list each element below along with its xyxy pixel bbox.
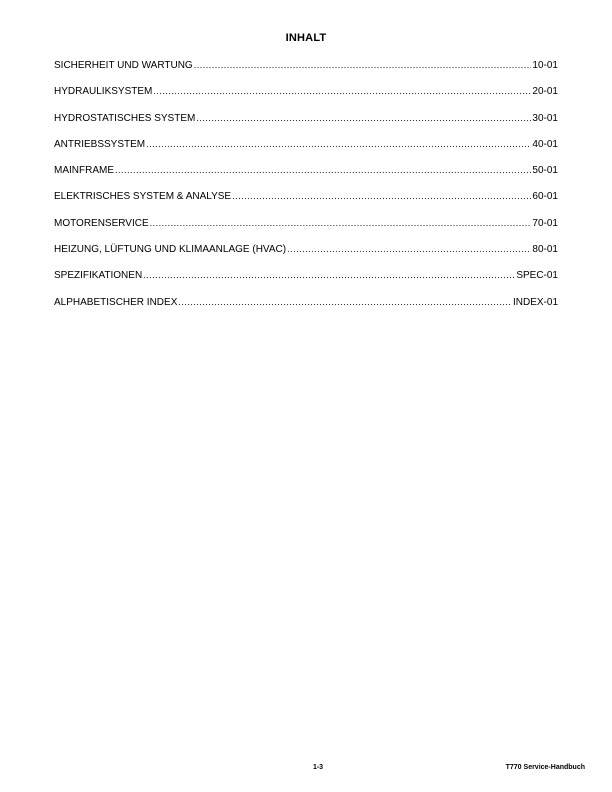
toc-entry-title: ALPHABETISCHER INDEX xyxy=(54,296,178,308)
toc-entry-index[interactable] xyxy=(54,294,558,320)
toc-entry-hydrostatic[interactable] xyxy=(54,110,558,136)
toc-entry-title: SPEZIFIKATIONEN xyxy=(54,270,143,282)
page-title: INHALT xyxy=(285,32,327,44)
toc-entry-safety[interactable] xyxy=(54,57,558,83)
toc-entry-title: HEIZUNG, LÜFTUNG UND KLIMAANLAGE (HVAC) xyxy=(54,244,287,256)
toc-entry-electrical[interactable] xyxy=(54,188,558,214)
toc-page-number: 80-01 xyxy=(532,244,558,256)
toc-entry-title: HYDRAULIKSYSTEM xyxy=(54,86,153,98)
toc-dot-leader xyxy=(150,215,532,231)
toc-entry-title: SICHERHEIT UND WARTUNG xyxy=(54,60,193,71)
toc-dot-leader xyxy=(146,136,531,152)
toc-entry-drive[interactable] xyxy=(54,136,558,162)
toc-entry-hvac[interactable] xyxy=(54,241,558,267)
toc-page-number: INDEX-01 xyxy=(512,296,558,308)
toc-page-number: 50-01 xyxy=(532,165,558,177)
toc-entry-title: ANTRIEBSSYSTEM xyxy=(54,138,146,150)
table-of-contents xyxy=(54,57,558,320)
toc-page-number: 20-01 xyxy=(532,86,558,98)
toc-entry-title: MOTORENSERVICE xyxy=(54,217,149,229)
toc-entry-engine[interactable] xyxy=(54,215,558,241)
toc-page-number: 30-01 xyxy=(532,112,558,124)
toc-page-number: 70-01 xyxy=(532,217,558,229)
toc-dot-leader xyxy=(115,162,531,178)
toc-entry-title: MAINFRAME xyxy=(54,165,114,177)
toc-dot-leader xyxy=(194,57,532,73)
toc-page-number: 10-01 xyxy=(532,60,558,71)
toc-dot-leader xyxy=(196,110,531,126)
footer-manual-name: T770 Service-Handbuch xyxy=(505,764,585,771)
footer-page-number: 1-3 xyxy=(312,764,324,771)
toc-entry-specifications[interactable] xyxy=(54,267,558,293)
toc-page-number: 60-01 xyxy=(532,191,558,203)
toc-page-number: SPEC-01 xyxy=(516,270,558,282)
toc-page-number: 40-01 xyxy=(532,138,558,150)
toc-dot-leader xyxy=(143,267,515,283)
toc-dot-leader xyxy=(153,83,531,99)
toc-dot-leader xyxy=(287,241,531,257)
toc-entry-title: ELEKTRISCHES SYSTEM & ANALYSE xyxy=(54,191,232,203)
toc-entry-mainframe[interactable] xyxy=(54,162,558,188)
toc-entry-title: HYDROSTATISCHES SYSTEM xyxy=(54,112,196,124)
toc-entry-hydraulic[interactable] xyxy=(54,83,558,109)
toc-dot-leader xyxy=(178,294,512,310)
toc-dot-leader xyxy=(232,188,531,204)
